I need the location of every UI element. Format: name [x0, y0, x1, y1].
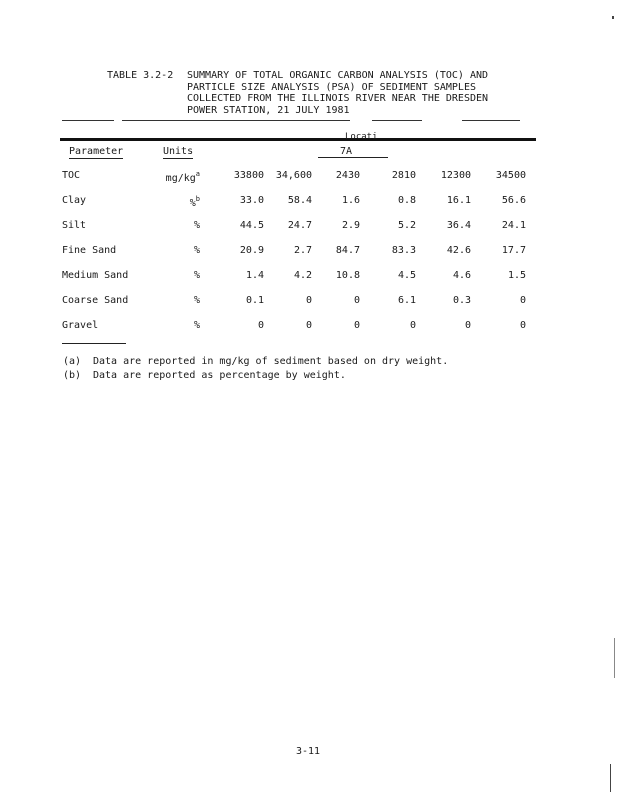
- footnote-tag: (a): [63, 356, 82, 367]
- value-cell: 2.7: [293, 245, 312, 256]
- value-cell: 0: [353, 320, 360, 331]
- caption-line-4: POWER STATION, 21 JULY 1981: [187, 104, 350, 116]
- value-cell: 0: [257, 320, 264, 331]
- value-cell: 0.1: [245, 295, 264, 306]
- footnote-tag: (b): [63, 370, 82, 381]
- value-cell: 0: [464, 320, 471, 331]
- value-cell: 1.4: [245, 270, 264, 281]
- unit-footnote-marker: a: [195, 170, 200, 178]
- unit-text: mg/kg: [165, 173, 196, 184]
- page-number: 3-11: [296, 746, 321, 757]
- unit-text: %: [193, 245, 200, 256]
- caption-underline: [122, 120, 350, 121]
- value-cell: 4.2: [293, 270, 312, 281]
- table-row: [0, 170, 618, 184]
- unit-footnote-marker: b: [195, 195, 200, 203]
- value-cell: 12300: [440, 170, 471, 181]
- table-row: [0, 295, 618, 309]
- value-cell: 33800: [233, 170, 264, 181]
- unit-text: %: [189, 198, 196, 209]
- value-cell: 0.8: [397, 195, 416, 206]
- value-cell: 84.7: [335, 245, 360, 256]
- parameter-cell: Coarse Sand: [62, 295, 129, 306]
- value-cell: 58.4: [287, 195, 312, 206]
- footnote-b: [63, 370, 346, 381]
- caption-line-3: COLLECTED FROM THE ILLINOIS RIVER NEAR THE DRESDEN: [187, 93, 489, 104]
- value-cell: 83.3: [391, 245, 416, 256]
- value-cell: 0.3: [452, 295, 471, 306]
- value-cell: 16.1: [446, 195, 471, 206]
- table-row: [0, 245, 618, 259]
- value-cell: 4.6: [452, 270, 471, 281]
- parameter-cell: Gravel: [62, 320, 99, 331]
- unit-text: %: [193, 220, 200, 231]
- table-row: [0, 195, 618, 209]
- footnote-text: Data are reported in mg/kg of sediment based on dry weight.: [93, 356, 449, 367]
- unit-cell: [148, 270, 200, 281]
- value-cell: 0: [519, 295, 526, 306]
- parameter-cell: Medium Sand: [62, 270, 129, 281]
- value-cell: 56.6: [501, 195, 526, 206]
- table-row: [0, 270, 618, 284]
- unit-cell: [148, 245, 200, 256]
- value-cell: 6.1: [397, 295, 416, 306]
- unit-text: %: [193, 295, 200, 306]
- unit-text: %: [193, 320, 200, 331]
- table-label: TABLE 3.2-2: [107, 70, 174, 81]
- caption-line-2: PARTICLE SIZE ANALYSIS (PSA) OF SEDIMENT SAMPLES: [187, 81, 476, 93]
- unit-cell: [148, 170, 200, 184]
- value-cell: 33.0: [239, 195, 264, 206]
- value-cell: 0: [305, 295, 312, 306]
- value-cell: 34,600: [275, 170, 312, 181]
- value-cell: 0: [409, 320, 416, 331]
- scan-mark: [612, 16, 614, 19]
- value-cell: 2.9: [341, 220, 360, 231]
- value-cell: 17.7: [501, 245, 526, 256]
- value-cell: 4.5: [397, 270, 416, 281]
- value-cell: 5.2: [397, 220, 416, 231]
- unit-cell: [148, 195, 200, 209]
- value-cell: 34500: [495, 170, 526, 181]
- table-top-rule: [60, 138, 536, 141]
- footnote-text: Data are reported as percentage by weight.: [93, 370, 346, 381]
- value-cell: 0: [353, 295, 360, 306]
- value-cell: 2810: [391, 170, 416, 181]
- location-header-rule: [318, 157, 388, 158]
- value-cell: 1.6: [341, 195, 360, 206]
- footnote-a: [63, 356, 448, 367]
- value-cell: 42.6: [446, 245, 471, 256]
- parameter-cell: TOC: [62, 170, 81, 181]
- scan-mark: [614, 638, 615, 678]
- footnote-rule: [62, 343, 126, 344]
- value-cell: 10.8: [335, 270, 360, 281]
- location-header: Locati: [345, 132, 378, 142]
- caption-line-1: SUMMARY OF TOTAL ORGANIC CARBON ANALYSIS (TOC) AND: [187, 70, 489, 81]
- parameter-cell: Clay: [62, 195, 87, 206]
- parameter-cell: Silt: [62, 220, 87, 231]
- scan-mark: [610, 764, 611, 792]
- value-cell: 36.4: [446, 220, 471, 231]
- unit-text: %: [193, 270, 200, 281]
- unit-cell: [148, 320, 200, 331]
- unit-cell: [148, 220, 200, 231]
- parameter-cell: Fine Sand: [62, 245, 117, 256]
- value-cell: 0: [305, 320, 312, 331]
- caption-underline: [372, 120, 422, 121]
- value-cell: 2430: [335, 170, 360, 181]
- unit-cell: [148, 295, 200, 306]
- value-cell: 44.5: [239, 220, 264, 231]
- value-cell: 0: [519, 320, 526, 331]
- table-row: [0, 220, 618, 234]
- value-cell: 20.9: [239, 245, 264, 256]
- parameter-column-header: Parameter: [69, 146, 124, 157]
- units-column-header: Units: [163, 146, 194, 157]
- value-cell: 24.7: [287, 220, 312, 231]
- caption-underline: [62, 120, 114, 121]
- location-id-header: 7A: [340, 146, 353, 157]
- table-caption: [107, 70, 488, 116]
- value-cell: 1.5: [507, 270, 526, 281]
- caption-underline: [462, 120, 520, 121]
- value-cell: 24.1: [501, 220, 526, 231]
- table-row: [0, 320, 618, 334]
